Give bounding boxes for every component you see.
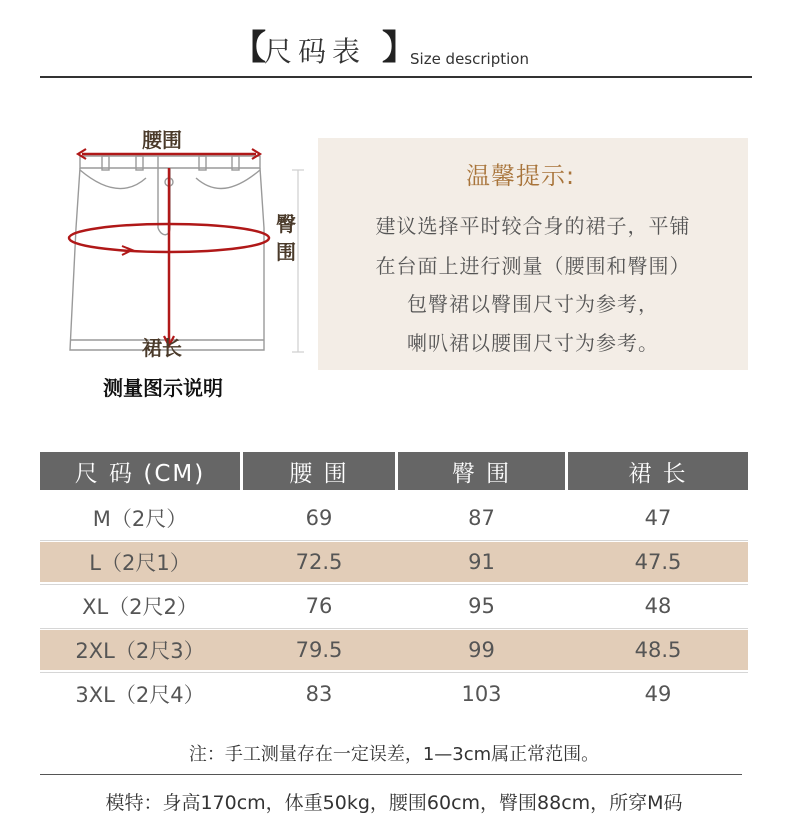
length-label: 裙长 (142, 336, 182, 360)
tip-line: 包臀裙以臀围尺寸为参考， (407, 292, 659, 316)
measurement-note: 注：手工测量存在一定误差，1—3cm属正常范围。 (188, 744, 600, 765)
title-bracket-left: 【 (232, 28, 266, 68)
tip-line: 喇叭裙以腰围尺寸为参考。 (407, 331, 659, 355)
title-bracket-right: 】 (382, 28, 416, 68)
hip-label-top: 臀 (276, 212, 296, 236)
waist-cell: 79.5 (295, 638, 343, 662)
row-divider (40, 628, 748, 629)
waist-label: 腰围 (142, 128, 182, 152)
size-cell: 3XL（2尺4） (75, 683, 205, 707)
waist-cell: 72.5 (295, 550, 343, 574)
row-divider (40, 672, 748, 673)
size-cell: XL（2尺2） (82, 595, 198, 619)
diagram-caption: 测量图示说明 (103, 376, 223, 400)
hip-label (274, 210, 298, 266)
column-header-hip: 臀 围 (398, 452, 565, 490)
column-header-waist: 腰 围 (243, 452, 395, 490)
hip-label-bottom: 围 (276, 240, 296, 264)
table-row (40, 498, 748, 538)
hip-cell: 91 (468, 550, 495, 574)
size-cell: M（2尺） (92, 507, 188, 531)
page-subtitle: Size description (410, 50, 529, 68)
hip-cell: 103 (461, 682, 502, 706)
table-row (40, 630, 748, 670)
hip-cell: 95 (468, 594, 495, 618)
length-cell: 47.5 (634, 550, 682, 574)
waist-cell: 69 (305, 506, 333, 530)
size-cell: 2XL（2尺3） (75, 639, 205, 663)
length-cell: 48.5 (634, 638, 682, 662)
model-info: 模特：身高170cm，体重50kg，腰围60cm，臀围88cm，所穿M码 (105, 792, 683, 814)
length-cell: 47 (644, 506, 672, 530)
length-cell: 48 (644, 594, 672, 618)
hip-cell: 99 (468, 638, 495, 662)
waist-cell: 76 (305, 594, 333, 618)
page-title: 尺码表 (264, 35, 367, 68)
table-row (40, 674, 748, 714)
waist-cell: 83 (305, 682, 333, 706)
column-header-length: 裙 长 (568, 452, 748, 490)
row-divider (40, 540, 748, 541)
size-cell: L（2尺1） (89, 551, 191, 575)
tip-line: 在台面上进行测量（腰围和臀围） (375, 254, 691, 278)
footer-divider (40, 774, 742, 775)
row-divider (40, 584, 748, 585)
table-row (40, 542, 748, 582)
length-measure-line (164, 168, 174, 346)
table-row (40, 586, 748, 626)
header-divider (40, 76, 752, 78)
length-cell: 49 (644, 682, 672, 706)
tips-title: 温馨提示: (466, 162, 576, 190)
column-header-size: 尺 码 (CM) (40, 452, 240, 490)
hip-cell: 87 (468, 506, 495, 530)
tip-line: 建议选择平时较合身的裙子，平铺 (375, 214, 691, 238)
